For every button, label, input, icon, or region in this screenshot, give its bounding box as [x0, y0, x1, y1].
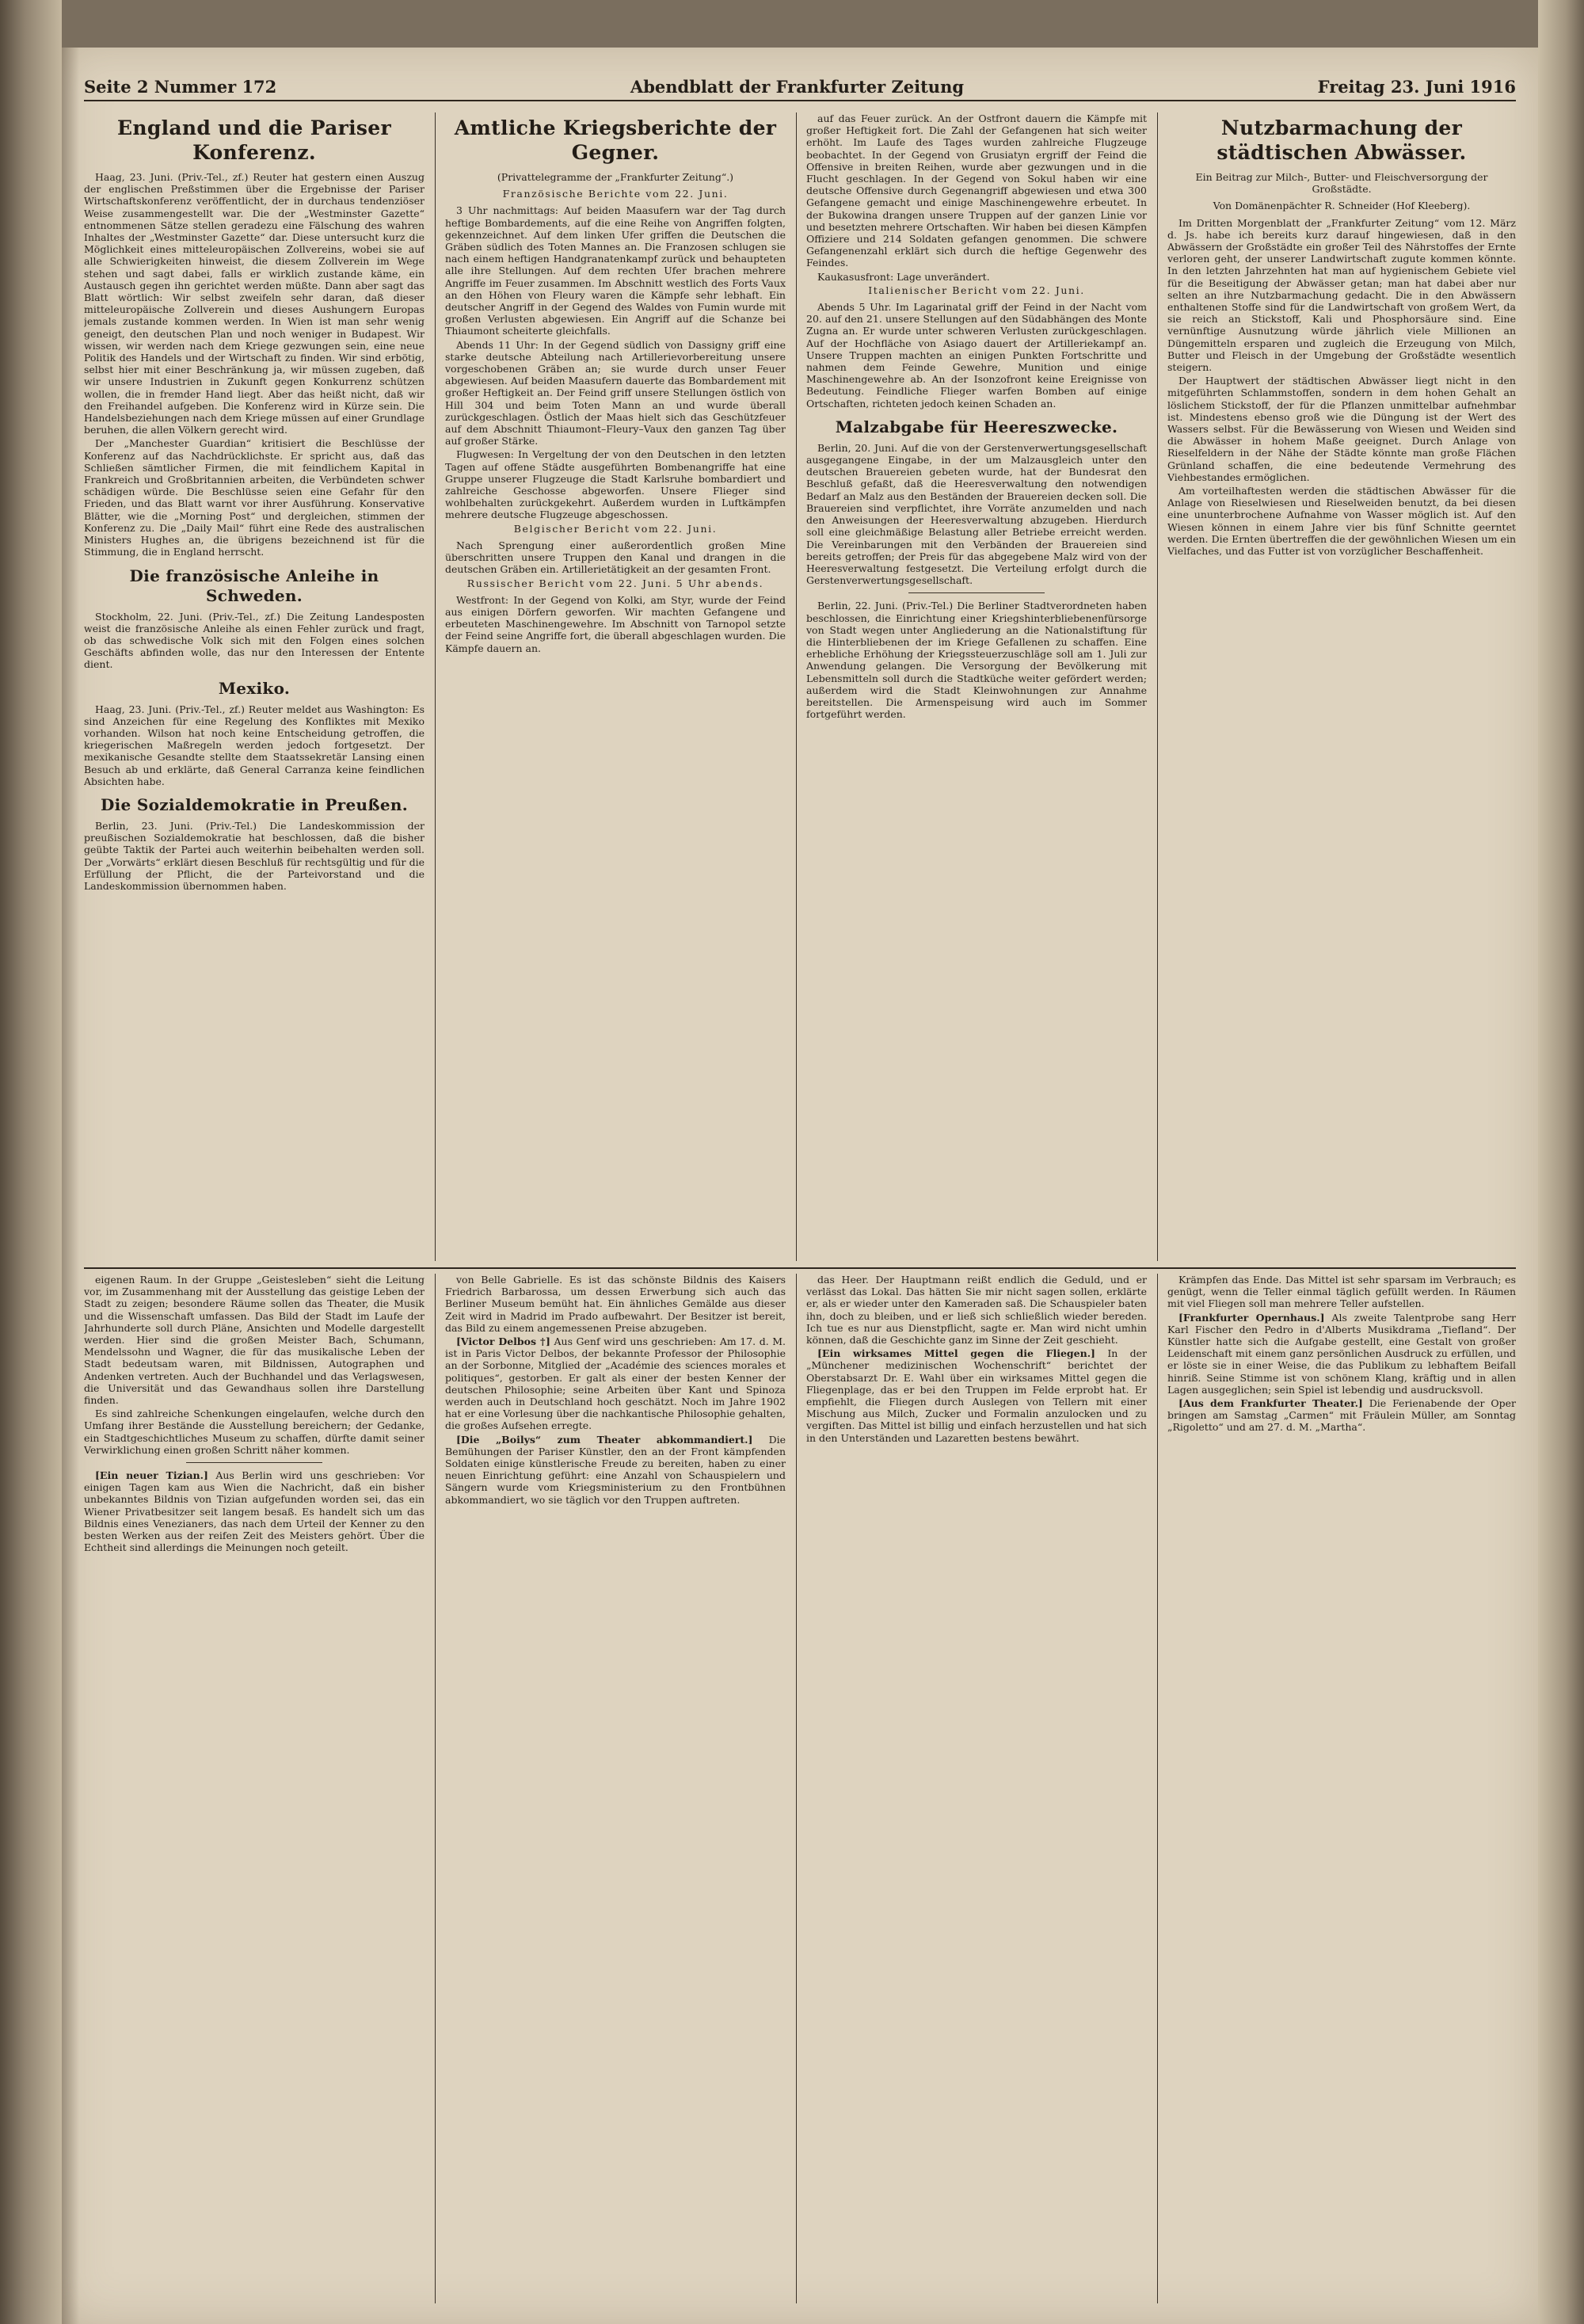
item-heading: [Die „Boilys“ zum Theater abkommandiert.] — [456, 1433, 753, 1446]
column-rule — [1157, 1274, 1158, 2303]
article-text: Stockholm, 22. Juni. (Priv.-Tel., zf.) Die Zeitung Landesposten weist die französische Anleihe als einen Fehler zurück und fragt, ob das schwedische Volk sich mit den Folgen eines solchen Geschäfts abfinden wolle, das nur den Interessen der Entente dient. — [84, 610, 425, 671]
article-text: Abends 5 Uhr. Im Lagarinatal griff der Feind in der Nacht vom 20. auf den 21. unsere Stellungen auf den Südabhängen des Monte Zugna an. Er wurde unter schweren Verlusten zurückgeschlagen. Auf der Hochfläche von Asiago dauert der Artilleriekampf an. Unsere Truppen machten an einigen Punkten Fortschritte und nahmen dem Feinde Gewehre, Munition und einige Maschinengewehre ab. An der Isonzofront keine Ereignisse von Bedeutung. Feindliche Flieger warfen Bomben auf einige Ortschaften, richteten jedoch keinen Schaden an. — [806, 301, 1147, 410]
article-subhead: (Privattelegramme der „Frankfurter Zeitung“.) — [497, 171, 734, 183]
section-heading: Italienischer Bericht vom 22. Juni. — [868, 284, 1085, 296]
section-heading: Russischer Bericht vom 22. Juni. 5 Uhr abends. — [466, 577, 764, 589]
item-heading: [Victor Delbos †] — [456, 1335, 550, 1348]
article-text: Berlin, 22. Juni. (Priv.-Tel.) Die Berliner Stadtverordneten haben beschlossen, die Einrichtung einer Kriegshinterbliebenenfürsorge von Stadt wegen unter Angliederung an die Nationalstiftung für die Hinterbliebenen der im Kriege Gefallenen zu schaffen. Eine erhebliche Erhöhung der Kriegssteuerzuschläge soll am 1. Juli zur Anwendung gelangen. Die Versorgung der Bevölkerung mit Lebensmitteln soll durch die Stadtküche weiter gefördert werden; außerdem wird die Stadt Kleinwohnungen zur Annahme bereitstellen. Die Armenspeisung wird auch im Sommer fortgeführt werden. — [806, 600, 1147, 721]
article-text — [445, 1335, 786, 1432]
book-spine-left — [0, 0, 62, 2324]
article-text: Kaukasusfront: Lage unverändert. — [817, 270, 990, 283]
feuilleton-rule — [84, 1267, 1516, 1269]
article-headline: Mexiko. — [218, 678, 291, 698]
item-text: Die Ferienabende der Oper bringen am Samstag „Carmen“ mit Fräulein Müller, am Sonntag „Rigoletto“ und am 27. d. M. „Martha“. — [1167, 1397, 1516, 1434]
article-headline: Die französische Anleihe in Schweden. — [129, 566, 379, 605]
article-text — [445, 1434, 786, 1506]
item-text: Die Bemühungen der Pariser Künstler, den an der Front kämpfenden Soldaten einige künstlerische Freude zu bereiten, haben zu einer neuen Einrichtung geführt: eine Anzahl von Schauspielern und Sängern wurde vom Kriegsministerium zu den Frontbühnen abkommandiert, wo sie täglich vor den Truppen auftreten. — [445, 1433, 786, 1506]
article-headline: Die Sozialdemokratie in Preußen. — [101, 794, 408, 814]
article-headline: Amtliche Kriegsberichte der Gegner. — [454, 116, 777, 164]
article-author: Von Domänenpächter R. Schneider (Hof Kleeberg). — [1213, 200, 1471, 212]
running-head — [84, 76, 1516, 101]
masthead-title: Abendblatt der Frankfurter Zeitung — [630, 76, 965, 97]
adjacent-page-edge — [1538, 0, 1584, 2324]
page-number: Seite 2 Nummer 172 — [84, 76, 277, 97]
separator — [186, 1462, 322, 1463]
article-text: Westfront: In der Gegend von Kolki, am Styr, wurde der Feind aus einigen Dörfern geworfen. Wir machten Gefangene und erbeuteten Maschinengewehre. Im Abschnitt von Tarnopol setzte der Feind seine Angriffe fort, die überall abgeschlagen wurden. Die Kämpfe dauern an. — [445, 593, 786, 654]
article-text: Der Hauptwert der städtischen Abwässer liegt nicht in den mitgeführten Schlammstoffen, sondern in dem hohen Gehalt an löslichem Stickstoff, der für die Pflanzen unmittelbar aufnehmbar ist. Mindestens ebenso groß wie die Düngung ist der Wert des Wassers selbst. Für die Bewässerung von Wiesen und Weiden sind die Abwässer in hohem Maße geeignet. Durch Anlage von Rieselfeldern in der Nähe der Städte könnte man große Flächen Grünland schaffen, die eine bedeutende Vermehrung des Viehbestandes ermöglichen. — [1167, 375, 1516, 483]
column-rule — [796, 112, 797, 1261]
article-text: das Heer. Der Hauptmann reißt endlich die Geduld, und er verlässt das Lokal. Das hätten Sie mir nicht sagen sollen, erklärte er, als er wieder unter den Kameraden saß. Die Schauspieler baten ihn, doch zu bleiben, und er ließ sich schließlich wieder bereden. Ich tue es nur aus Dienstpflicht, sagte er. Man wird nicht umhin können, daß die Geschichte ganz im Sinne der Zeit geschieht. — [806, 1274, 1147, 1347]
column-rule — [435, 1274, 436, 2303]
article-text — [1167, 1397, 1516, 1434]
article-subhead: Ein Beitrag zur Milch-, Butter- und Fleischversorgung der Großstädte. — [1195, 171, 1488, 196]
article-headline: Nutzbarmachung der städtischen Abwässer. — [1217, 116, 1467, 164]
article-text: Nach Sprengung einer außerordentlich großen Mine überschritten unsere Truppen den Kanal und drangen in die deutschen Gräben ein. Artillerietätigkeit an der gesamten Front. — [445, 539, 786, 576]
article-text: Flugwesen: In Vergeltung der von den Deutschen in den letzten Tagen auf offene Städte ausgeführten Bombenangriffe hat eine Gruppe unserer Flugzeuge die Stadt Karlsruhe bombardiert und zahlreiche Geschosse abgeworfen. Unsere Flieger sind wohlbehalten zurückgekehrt. Außerdem wurden in Luftkämpfen mehrere deutsche Flugzeuge abgeschossen. — [445, 448, 786, 521]
article-text: Abends 11 Uhr: In der Gegend südlich von Dassigny griff eine starke deutsche Abteilung nach Artillerievorbereitung unsere vorgeschobenen Gräben an; sie wurde durch unser Feuer abgewiesen. Auf beiden Maasufern dauerte das Bombardement mit großer Heftigkeit an. Der Feind griff unsere Stellungen östlich von Hill 304 und beim Toten Mann an und wurde überall zurückgeschlagen. Östlich der Maas hielt sich das Geschützfeuer auf dem Abschnitt Thiaumont–Fleury–Vaux den ganzen Tag über auf großer Stärke. — [445, 338, 786, 448]
article-text: Im Dritten Morgenblatt der „Frankfurter Zeitung“ vom 12. März d. Js. habe ich bereits kurz darauf hingewiesen, daß in den Abwässern der Großstädte ein großer Teil des Nährstoffes der Ernte verloren geht, der unserer Landwirtschaft zugute kommen könnte. In den letzten Jahrzehnten hat man auf hygienischem Gebiete viel für die Beseitigung der Abwässer getan; man hat dabei aber nur selten an ihre Nutzbarmachung gedacht. Die in den Abwässern enthaltenen Stoffe sind für die Landwirtschaft von großem Wert, da sie reich an Stickstoff, Kali und Phosphorsäure sind. Eine vernünftige Ausnutzung würde jährlich viele Millionen an Düngemitteln ersparen und zugleich die Erzeugung von Milch, Butter und Fleisch in der Umgebung der Großstädte wesentlich steigern. — [1167, 216, 1516, 374]
item-heading: [Ein neuer Tizian.] — [95, 1469, 208, 1482]
issue-date: Freitag 23. Juni 1916 — [1317, 76, 1516, 97]
column-1 — [84, 112, 425, 1261]
column-2 — [445, 112, 786, 1261]
article-text: Berlin, 20. Juni. Auf die von der Gerstenverwertungsgesellschaft ausgegangene Eingabe, in der um Malzausgleich unter den deutschen Brauereien gebeten wurde, hat der Bundesrat den Beschluß gefaßt, daß die Heeresverwaltung den notwendigen Bedarf an Malz aus den Beständen der Brauereien decken soll. Die Brauereien sind verpflichtet, ihre Vorräte anzumelden und nach den Anweisungen der Heeresverwaltung abzugeben. Hierdurch soll eine gleichmäßige Belastung aller Betriebe erreicht werden. Die Vereinbarungen mit den Verbänden der Brauereien sind bereits getroffen; der Preis für das abgegebene Malz wird von der Heeresverwaltung festgesetzt. Die Verteilung erfolgt durch die Gerstenverwertungsgesellschaft. — [806, 441, 1147, 587]
article-text: von Belle Gabrielle. Es ist das schönste Bildnis des Kaisers Friedrich Barbarossa, um dessen Erwerbung sich auch das Berliner Museum bemüht hat. Ein ähnliches Gemälde aus dieser Zeit wird in Madrid im Prado aufbewahrt. Der Besitzer ist bereit, das Bild zu einem angemessenen Preise abzugeben. — [445, 1274, 786, 1334]
column-rule — [1157, 112, 1158, 1261]
item-heading: [Frankfurter Opernhaus.] — [1178, 1311, 1325, 1324]
article-headline: Malzabgabe für Heereszwecke. — [835, 417, 1118, 436]
feuilleton-column-2 — [445, 1274, 786, 2303]
article-text — [84, 1469, 425, 1553]
item-text: In der „Münchener medizinischen Wochenschrift“ berichtet der Oberstabsarzt Dr. E. Wahl über ein wirksames Mittel gegen die Fliegenplage, das er bei den Truppen im Felde erprobt hat. Er empfiehlt, die Fliegen durch Auslegen von Tellern mit einer Mischung aus Milch, Zucker und Formalin anzulocken und zu vergiften. Das Mittel ist billig und einfach herzustellen und hat sich in den Unterständen und Lazaretten bestens bewährt. — [806, 1347, 1147, 1444]
article-text: 3 Uhr nachmittags: Auf beiden Maasufern war der Tag durch heftige Bombardements, auf die eine Reihe von Angriffen folgten, gekennzeichnet. Auf dem linken Ufer griffen die Deutschen die Gräben südlich des Toten Mannes an. Die Franzosen schlugen sie nach einem heftigen Handgranatenkampf zurück und behaupteten alle ihre Stellungen. Auf dem rechten Ufer brachen mehrere Angriffe im Feuer zusammen. Im Abschnitt westlich des Forts Vaux an den Höhen von Fleury waren die Kämpfe sehr lebhaft. Ein deutscher Angriff in der Gegend des Waldes von Fumin wurde mit großen Verlusten abgewiesen. Ein Angriff auf die Schanze bei Thiaumont scheiterte gleichfalls. — [445, 204, 786, 337]
newspaper-page — [62, 48, 1538, 2324]
item-heading: [Aus dem Frankfurter Theater.] — [1178, 1397, 1363, 1410]
feuilleton-column-4 — [1167, 1274, 1516, 2303]
item-text: Als zweite Talentprobe sang Herr Karl Fischer den Pedro in d'Alberts Musikdrama „Tiefland“. Der Künstler hatte sich die Aufgabe gestellt, eine Gestalt von großer Leidenschaft mit einem ganz persönlichen Ausdruck zu erfüllen, und er löste sie in einer Weise, die das Publikum zu lebhaftem Beifall hinriß. Seine Stimme ist von schönem Klang, kräftig und in allen Lagen ausgeglichen; sein Spiel ist lebendig und ausdrucksvoll. — [1167, 1311, 1516, 1396]
article-text: auf das Feuer zurück. An der Ostfront dauern die Kämpfe mit großer Heftigkeit fort. Die Zahl der Gefangenen hat sich weiter erhöht. Im Laufe des Tages wurden zahlreiche Flugzeuge beobachtet. In der Gegend von Grusiatyn ergriff der Feind die Offensive in breiten Reihen, wurde aber gezwungen und in die Flucht geschlagen. In der Gegend von Sokul haben wir eine deutsche Offensive durch Gegenangriff abgewiesen und etwa 300 Gefangene gemacht und einige Maschinengewehre erbeutet. In der Bukowina drangen unsere Truppen auf der ganzen Linie vor und besetzten mehrere Ortschaften. Wir haben bei diesen Kämpfen Offiziere und 214 Soldaten gefangen genommen. Die schwere Gefangenenzahl erklärt sich durch die heftige Gegenwehr des Feindes. — [806, 112, 1147, 269]
article-text: Krämpfen das Ende. Das Mittel ist sehr sparsam im Verbrauch; es genügt, wenn die Teller einmal täglich gefüllt werden. In Räumen mit viel Fliegen soll man mehrere Teller aufstellen. — [1167, 1274, 1516, 1310]
section-heading: Belgischer Bericht vom 22. Juni. — [513, 522, 718, 535]
article-text — [1167, 1312, 1516, 1396]
column-rule — [796, 1274, 797, 2303]
article-text: Am vorteilhaftesten werden die städtischen Abwässer für die Anlage von Rieselwiesen und Rieselweiden benutzt, da bei diesen eine ununterbrochene Aufnahme von Wasser möglich ist. Auf den Wiesen können in einem Jahre vier bis fünf Schnitte geerntet werden. Die Ernten übertreffen die der gewöhnlichen Wiesen um ein Vielfaches, und das Futter ist von vorzüglicher Beschaffenheit. — [1167, 485, 1516, 558]
article-text: Haag, 23. Juni. (Priv.-Tel., zf.) Reuter hat gestern einen Auszug der englischen Preßstimmen über die Ergebnisse der Pariser Wirtschaftskonferenz veröffentlicht, der in durchaus tendenziöser Weise zusammengestellt war. Die der „Westminster Gazette“ entnommenen Sätze stellen geradezu eine Fälschung des wahren Inhaltes der „Westminster Gazette“ dar. Diese untersucht kurz die Möglichkeit eines mitteleuropäischen Zollvereins, wobei sie auf alle Schwierigkeiten hinweist, die diesem Zollverein im Wege stehen und sagt dabei, falls er wirklich zustande käme, ein Austausch gegen ihn gerichtet werden müßte. Dann aber sagt das Blatt wörtlich: Wir selbst zweifeln sehr daran, daß dieser mitteleuropäische Zollverein und dieses Aushungern Europas jemals zustande kommen werden. In Wien ist man sehr wenig geneigt, den deutschen Plan und noch weniger in Budapest. Wir wissen, wir werden nach dem Kriege gezwungen sein, eine neue Politik des Handels und der Wirtschaft zu finden. Wir sind erbötig, selbst hier mit einer Beschränkung ja, wir müssen zugeben, daß wir unsere Industrien in Zukunft gegen Konkurrenz schützen wollen, die in fremder Hand liegt. Aber das heißt nicht, daß wir den Freihandel aufgeben. Die Konferenz wird in Kürze sein. Die Handelsbeziehungen nach dem Kriege müssen auf einer Grundlage beruhen, die allen Völkern gerecht wird. — [84, 171, 425, 436]
column-4 — [1167, 112, 1516, 1261]
article-text: Der „Manchester Guardian“ kritisiert die Beschlüsse der Konferenz auf das Nachdrücklichste. Er spricht aus, daß das Schließen sämtlicher Firmen, die mit feindlichem Kapital in Frankreich und Großbritannien arbeiten, die Verbündeten schwer schädigen würde. Die Beschlüsse seien eine Gefahr für den Frieden, und das Blatt warnt vor ihrer Ausführung. Konservative Blätter, wie die „Morning Post“ und dergleichen, stimmen der Konferenz zu. Die „Daily Mail“ führt eine Rede des australischen Ministers Hughes an, die übrigens bezeichnend ist für die Stimmung, die in England herrscht. — [84, 437, 425, 558]
item-text: Aus Berlin wird uns geschrieben: Vor einigen Tagen kam aus Wien die Nachricht, daß ein bisher unbekanntes Bildnis von Tizian aufgefunden worden sei, das ein Wiener Privatbesitzer seit langem besaß. Es handelt sich um das Bildnis eines Venezianers, das nach dem Urteil der Kenner zu den besten Werken aus der reifen Zeit des Meisters gehört. Über die Echtheit sind allerdings die Meinungen noch geteilt. — [84, 1469, 425, 1554]
feuilleton-column-3 — [806, 1274, 1147, 2303]
article-text: Es sind zahlreiche Schenkungen eingelaufen, welche durch den Umfang ihrer Bestände die Ausstellung bereichern; der Gedanke, ein Stadtgeschichtliches Museum zu schaffen, dürfte damit seiner Verwirklichung einen großen Schritt näher kommen. — [84, 1408, 425, 1456]
article-text: Haag, 23. Juni. (Priv.-Tel., zf.) Reuter meldet aus Washington: Es sind Anzeichen für eine Regelung des Konfliktes mit Mexiko vorhanden. Wilson hat noch keine Entscheidung getroffen, die kriegerischen Maßregeln werden jedoch fortgesetzt. Der mexikanische Gesandte stellte dem Staatssekretär Lansing einen Besuch ab und erklärte, daß General Carranza keine feindlichen Absichten habe. — [84, 703, 425, 787]
page-fold-shadow — [62, 48, 79, 2324]
section-heading: Französische Berichte vom 22. Juni. — [502, 188, 729, 200]
article-text: eigenen Raum. In der Gruppe „Geistesleben“ sieht die Leitung vor, im Zusammenhang mit der Ausstellung das geistige Leben der Stadt zu zeigen; besondere Räume sollen das Theater, die Musik und die Wissenschaft umfassen. Das Bild der Stadt im Laufe der Jahrhunderte soll durch Pläne, Ansichten und Modelle dargestellt werden. Hier sind die großen Meister Bach, Schumann, Mendelssohn und Wagner, die für das musikalische Leben der Stadt bedeutsam waren, mit Bildnissen, Autographen und Andenken vertreten. Auch der Buchhandel und das Verlagswesen, die Universität und das Gewandhaus sollen ihre Darstellung finden. — [84, 1274, 425, 1407]
item-text: Aus Genf wird uns geschrieben: Am 17. d. M. ist in Paris Victor Delbos, der bekannte Professor der Philosophie an der Sorbonne, Mitglied der „Académie des sciences morales et politiques“, gestorben. Er galt als einer der besten Kenner der deutschen Philosophie; seine Arbeiten über Kant und Spinoza werden auch in Deutschland hoch geschätzt. Noch im Jahre 1902 hat er eine Vorlesung über die nachkantische Philosophie gehalten, die großes Aufsehen erregte. — [445, 1335, 786, 1432]
article-text: Berlin, 23. Juni. (Priv.-Tel.) Die Landeskommission der preußischen Sozialdemokratie hat beschlossen, daß die bisher geübte Taktik der Partei auch weiterhin beibehalten werden soll. Der „Vorwärts“ erklärt diesen Beschluß für rechtsgültig und für die Erfüllung der Pflicht, die der Parteivorstand und die Landeskommission übernommen haben. — [84, 819, 425, 892]
article-headline: England und die Pariser Konferenz. — [117, 116, 391, 164]
column-rule — [435, 112, 436, 1261]
article-text — [806, 1347, 1147, 1444]
item-heading: [Ein wirksames Mittel gegen die Fliegen.] — [817, 1347, 1095, 1360]
column-3 — [806, 112, 1147, 1261]
separator — [908, 592, 1045, 593]
feuilleton-column-1 — [84, 1274, 425, 2303]
